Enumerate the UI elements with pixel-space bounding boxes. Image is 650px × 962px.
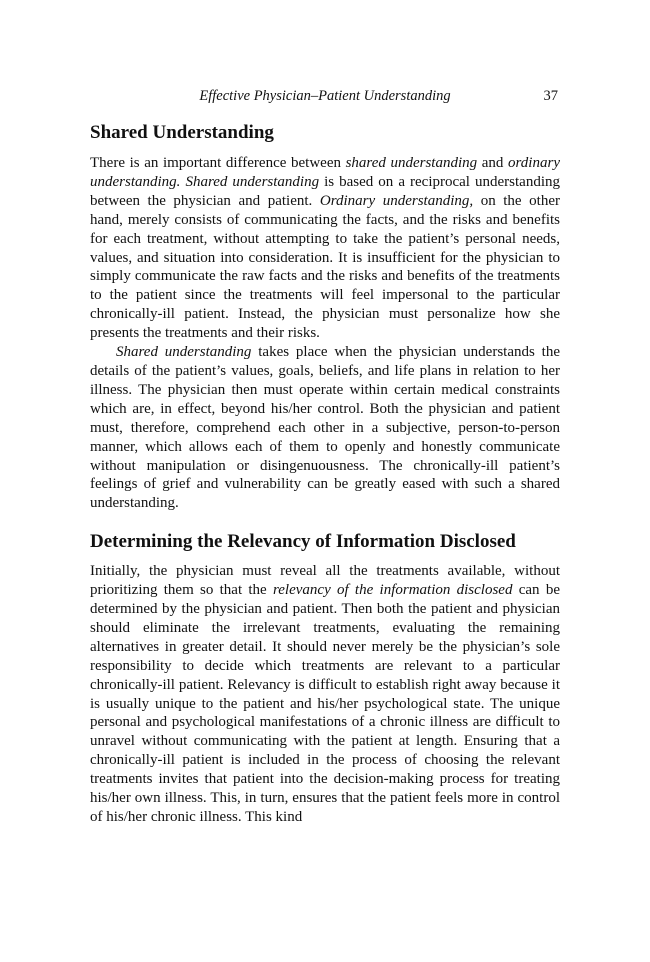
running-head	[90, 86, 560, 110]
section-heading-relevancy: Determining the Relevancy of Information Disclosed	[90, 531, 516, 553]
text-run: can be determined by the physician and patient. Then both the patient and physician should eliminate the irrelevant treatments, evaluating the remaining alternatives in greater detail. It should never merely be the physician’s sole responsibility to decide which treatments are relevant to a particular chronically-ill patient. Relevancy is difficult to establish right away because it is usually unique to the patient and his/her psychological state. The unique personal and psychological manifestations of a chronic illness are difficult to unravel without communicating with the patient at length. Ensuring that a chronically-ill patient is included in the process of choosing the relevant treatments invites that patient into the decision-making process for treating his/her own illness. This, in turn, ensures that the patient feels more in control of his/her chronic illness. This kind	[90, 582, 560, 825]
running-title: Effective Physician–Patient Understanding	[199, 88, 451, 104]
italic-term: Ordinary understanding,	[319, 192, 474, 209]
text-run: on the other hand, merely consists of communicating the facts, and the risks and benefits for each treatment, without attempting to take the patient’s personal needs, values, and situation into consideration. It is insufficient for the physician to simply communicate the raw facts and the risks and benefits of the treatments to the patient since the treatments will feel impersonal to the particular chronically-ill patient. Instead, the physician must personalize how she presents the treatments and their risks.	[90, 192, 560, 342]
italic-term: ordinary understanding. Shared understanding	[90, 155, 560, 190]
text-run: There is an important difference between	[90, 155, 346, 171]
section-heading-shared-understanding: Shared Understanding	[90, 122, 274, 143]
book-page	[90, 86, 560, 827]
italic-term: Shared understanding	[116, 344, 252, 361]
paragraph-shared-understanding-1	[90, 154, 560, 343]
paragraph-shared-understanding-2	[90, 343, 560, 513]
page-number: 37	[543, 88, 558, 104]
text-run: Initially, the physician must reveal all the treatments available, without prioritizing them so that the	[90, 563, 560, 599]
italic-term: shared understanding	[345, 155, 478, 171]
text-run: takes place when the physician understands the details of the patient’s values, goals, beliefs, and life plans in relation to her illness. The physician then must operate within certain medical constraints which are, in effect, beyond his/her control. Both the physician and patient must, therefore, comprehend each other in a subjective, person-to-person manner, which allows each of them to openly and honestly communicate without manipulation or disingenuousness. The chronically-ill patient’s feelings of grief and vulnerability can be greatly eased with such a shared understanding.	[90, 344, 560, 512]
text-run: is based on a reciprocal understanding between the physician and patient.	[90, 173, 560, 209]
text-run: and	[477, 155, 509, 171]
paragraph-relevancy-1	[90, 562, 560, 827]
italic-term: relevancy of the information disclosed	[272, 582, 513, 599]
